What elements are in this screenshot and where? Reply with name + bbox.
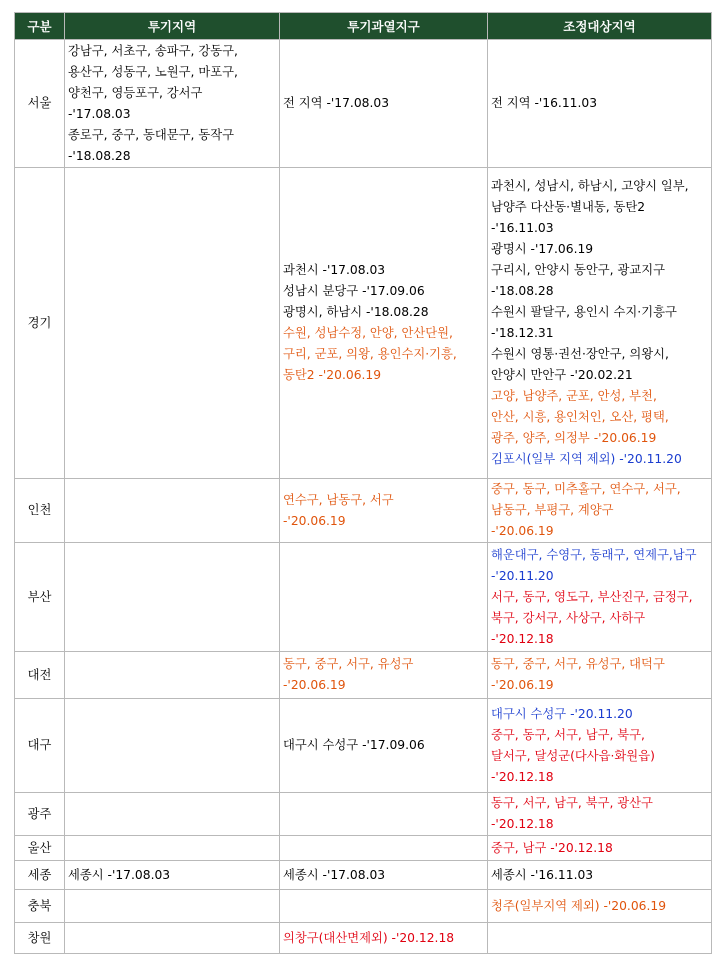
cell-text-line: 세종시 -'16.11.03: [491, 867, 594, 882]
cell-text-line: 광명시, 하남시 -'18.08.28: [283, 305, 429, 319]
table-row: [15, 40, 712, 168]
cell-text-line: 김포시(일부 지역 제외) -'20.11.20: [491, 452, 682, 466]
speculation-cell: [65, 40, 280, 168]
cell-text-line: 청주(일부지역 제외) -'20.06.19: [491, 898, 667, 913]
cell-text-line: 성남시 분당구 -'17.09.06: [283, 284, 425, 298]
overheated-cell: [280, 168, 488, 479]
speculation-cell: [65, 836, 280, 861]
cell-text-line: 중구, 남구 -'20.12.18: [491, 840, 613, 855]
cell-text-line: 남동구, 부평구, 계양구: [491, 503, 614, 517]
adjusted-cell: [488, 168, 712, 479]
cell-text-line: 전 지역 -'16.11.03: [491, 96, 598, 110]
header-row: [15, 13, 712, 40]
cell-text-line: 안산, 시흥, 용인처인, 오산, 평택,: [491, 410, 669, 424]
region-cell: 세종: [15, 861, 65, 890]
adjusted-cell: [488, 543, 712, 652]
cell-text-line: 달서구, 달성군(다사읍·화원읍): [491, 748, 655, 763]
cell-text-line: 중구, 동구, 서구, 남구, 북구,: [491, 727, 645, 742]
table-row: [15, 479, 712, 543]
speculation-cell: [65, 699, 280, 793]
table-row: [15, 861, 712, 890]
cell-text-line: -'18.08.28: [491, 284, 554, 298]
cell-text-line: -'20.06.19: [283, 678, 346, 692]
header-adjustment-zone: 조정대상지역: [488, 13, 712, 40]
cell-text-line: 대구시 수성구 -'20.11.20: [491, 706, 633, 721]
cell-text-line: 북구, 강서구, 사상구, 사하구: [491, 610, 646, 625]
cell-text-line: 연수구, 남동구, 서구: [283, 492, 394, 507]
cell-text-line: 대구시 수성구 -'17.09.06: [283, 738, 425, 752]
overheated-cell: [280, 861, 488, 890]
speculation-cell: [65, 890, 280, 923]
cell-text-line: 동구, 중구, 서구, 유성구: [283, 657, 414, 671]
header-speculation-zone: 투기지역: [65, 13, 280, 40]
cell-text-line: 서구, 동구, 영도구, 부산진구, 금정구,: [491, 589, 693, 604]
cell-text-line: 구리, 군포, 의왕, 용인수지·기흥,: [283, 347, 457, 361]
adjusted-cell: [488, 699, 712, 793]
cell-text-line: -'20.06.19: [491, 678, 554, 692]
overheated-cell: [280, 836, 488, 861]
speculation-cell: [65, 793, 280, 836]
region-cell: 서울: [15, 40, 65, 168]
table-row: [15, 543, 712, 652]
cell-text-line: 과천시 -'17.08.03: [283, 263, 386, 277]
overheated-cell: [280, 543, 488, 652]
cell-text-line: 해운대구, 수영구, 동래구, 연제구,남구: [491, 547, 697, 562]
cell-text-line: 양천구, 영등포구, 강서구: [68, 85, 203, 100]
table-row: [15, 793, 712, 836]
cell-text-line: -'20.12.18: [491, 631, 554, 646]
adjusted-cell: [488, 793, 712, 836]
cell-text-line: 수원, 성남수정, 안양, 안산단원,: [283, 326, 453, 340]
cell-text-line: 전 지역 -'17.08.03: [283, 96, 390, 110]
header-category: 구분: [15, 13, 65, 40]
overheated-cell: [280, 40, 488, 168]
region-cell: 울산: [15, 836, 65, 861]
cell-text-line: 강남구, 서초구, 송파구, 강동구,: [68, 43, 238, 58]
cell-text-line: 광명시 -'17.06.19: [491, 242, 594, 256]
cell-text-line: 안양시 만안구 -'20.02.21: [491, 368, 633, 382]
header-overheated-zone: 투기과열지구: [280, 13, 488, 40]
region-cell: 경기: [15, 168, 65, 479]
speculation-cell: [65, 652, 280, 699]
adjusted-cell: [488, 890, 712, 923]
overheated-cell: [280, 890, 488, 923]
speculation-cell: [65, 923, 280, 954]
cell-text-line: 종로구, 중구, 동대문구, 동작구: [68, 127, 234, 142]
speculation-cell: [65, 543, 280, 652]
cell-text-line: 세종시 -'17.08.03: [283, 867, 386, 882]
cell-text-line: 동탄2 -'20.06.19: [283, 368, 382, 382]
table-row: [15, 890, 712, 923]
cell-text-line: 의창구(대산면제외) -'20.12.18: [283, 930, 455, 945]
overheated-cell: [280, 923, 488, 954]
cell-text-line: -'18.12.31: [491, 326, 554, 340]
cell-text-line: 남양주 다산동·별내동, 동탄2: [491, 200, 646, 214]
cell-text-line: -'20.12.18: [491, 817, 554, 831]
overheated-cell: [280, 699, 488, 793]
cell-text-line: 과천시, 성남시, 하남시, 고양시 일부,: [491, 179, 689, 193]
region-cell: 인천: [15, 479, 65, 543]
cell-text-line: 수원시 팔달구, 용인시 수지·기흥구: [491, 305, 677, 319]
region-cell: 충북: [15, 890, 65, 923]
table-row: [15, 923, 712, 954]
cell-text-line: -'17.08.03: [68, 106, 131, 121]
table-row: [15, 168, 712, 479]
speculation-cell: [65, 861, 280, 890]
regulated-areas-table: [14, 12, 712, 954]
table-row: [15, 652, 712, 699]
region-cell: 대구: [15, 699, 65, 793]
table-body: [15, 40, 712, 954]
cell-text-line: 동구, 서구, 남구, 북구, 광산구: [491, 796, 653, 810]
cell-text-line: 구리시, 안양시 동안구, 광교지구: [491, 263, 665, 277]
cell-text-line: -'18.08.28: [68, 148, 131, 163]
cell-text-line: 수원시 영통·권선·장안구, 의왕시,: [491, 347, 669, 361]
table-row: [15, 836, 712, 861]
cell-text-line: -'20.12.18: [491, 769, 554, 784]
cell-text-line: -'20.11.20: [491, 568, 554, 583]
adjusted-cell: [488, 479, 712, 543]
adjusted-cell: [488, 652, 712, 699]
region-cell: 창원: [15, 923, 65, 954]
region-cell: 대전: [15, 652, 65, 699]
cell-text-line: 고양, 남양주, 군포, 안성, 부천,: [491, 389, 657, 403]
adjusted-cell: [488, 861, 712, 890]
cell-text-line: 중구, 동구, 미추홀구, 연수구, 서구,: [491, 482, 681, 496]
region-cell: 부산: [15, 543, 65, 652]
cell-text-line: -'20.06.19: [283, 513, 346, 528]
cell-text-line: -'16.11.03: [491, 221, 554, 235]
overheated-cell: [280, 652, 488, 699]
cell-text-line: 동구, 중구, 서구, 유성구, 대덕구: [491, 657, 665, 671]
speculation-cell: [65, 168, 280, 479]
region-cell: 광주: [15, 793, 65, 836]
adjusted-cell: [488, 40, 712, 168]
table-row: [15, 699, 712, 793]
adjusted-cell: [488, 923, 712, 954]
cell-text-line: 용산구, 성동구, 노원구, 마포구,: [68, 64, 238, 79]
overheated-cell: [280, 793, 488, 836]
cell-text-line: -'20.06.19: [491, 524, 554, 538]
cell-text-line: 세종시 -'17.08.03: [68, 867, 171, 882]
overheated-cell: [280, 479, 488, 543]
cell-text-line: 광주, 양주, 의정부 -'20.06.19: [491, 431, 657, 445]
adjusted-cell: [488, 836, 712, 861]
speculation-cell: [65, 479, 280, 543]
